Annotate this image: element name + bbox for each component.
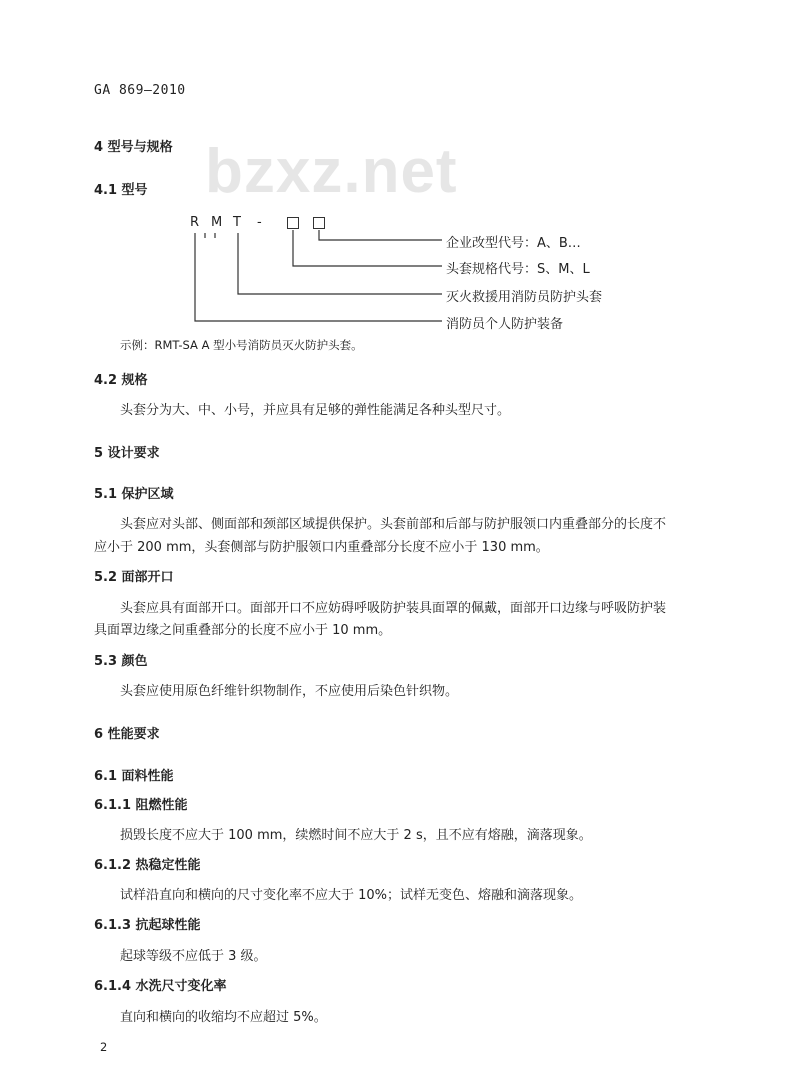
section-6-1-title: 6.1 面料性能 [94,769,174,784]
section-6-1-1-text: 损毁长度不应大于 100 mm，续燃时间不应大于 2 s，且不应有熔融，滴落现象。 [120,828,592,843]
code-letter-t: T [233,215,241,230]
section-6-1-3-text: 起球等级不应低于 3 级。 [120,949,267,964]
section-6-title: 6 性能要求 [94,727,160,742]
section-4-title: 4 型号与规格 [94,140,173,155]
connector-variant [319,230,442,240]
model-example: 示例：RMT-SA A 型小号消防员灭火防护头套。 [120,338,363,352]
section-5-2-line-2: 具面罩边缘之间重叠部分的长度不应小于 10 mm。 [94,623,392,638]
standard-number: GA 869—2010 [94,83,186,98]
section-5-1-line-2: 应小于 200 mm，头套侧部与防护服领口内重叠部分长度不应小于 130 mm。 [94,540,549,555]
legend-size-code: 头套规格代号：S、M、L [446,262,590,277]
legend-product: 灭火救援用消防员防护头套 [446,290,603,305]
section-6-1-3-title: 6.1.3 抗起球性能 [94,918,201,933]
section-4-2-title: 4.2 规格 [94,373,148,388]
page-number: 2 [100,1040,108,1054]
section-5-3-text: 头套应使用原色纤维针织物制作，不应使用后染色针织物。 [120,684,459,699]
section-6-1-1-title: 6.1.1 阻燃性能 [94,798,188,813]
connector-size [293,230,442,266]
section-6-1-4-title: 6.1.4 水洗尺寸变化率 [94,979,227,994]
section-4-2-text: 头套分为大、中、小号，并应具有足够的弹性能满足各种头型尺寸。 [120,403,511,418]
section-4-1-title: 4.1 型号 [94,183,148,198]
section-6-1-4-text: 直向和横向的收缩均不应超过 5%。 [120,1010,327,1025]
legend-variant-code: 企业改型代号：A、B… [446,236,581,251]
section-5-3-title: 5.3 颜色 [94,654,148,669]
section-6-1-2-title: 6.1.2 热稳定性能 [94,858,201,873]
section-5-2-title: 5.2 面部开口 [94,570,174,585]
legend-category: 消防员个人防护装备 [446,317,564,332]
code-letter-r: R [190,215,200,230]
connector-r [195,233,442,321]
watermark: bzxz.net [205,137,458,206]
section-5-2-line-1: 头套应具有面部开口。面部开口不应妨碍呼吸防护装具面罩的佩戴，面部开口边缘与呼吸防护装 [120,601,667,616]
connector-t [238,233,442,294]
code-dash: - [257,215,262,230]
section-5-1-line-1: 头套应对头部、侧面部和颈部区域提供保护。头套前部和后部与防护服领口内重叠部分的长度不 [120,517,667,532]
section-5-title: 5 设计要求 [94,446,160,461]
section-5-1-title: 5.1 保护区域 [94,487,174,502]
code-letter-m: M [211,215,223,230]
section-6-1-2-text: 试样沿直向和横向的尺寸变化率不应大于 10%；试样无变色、熔融和滴落现象。 [120,888,583,903]
